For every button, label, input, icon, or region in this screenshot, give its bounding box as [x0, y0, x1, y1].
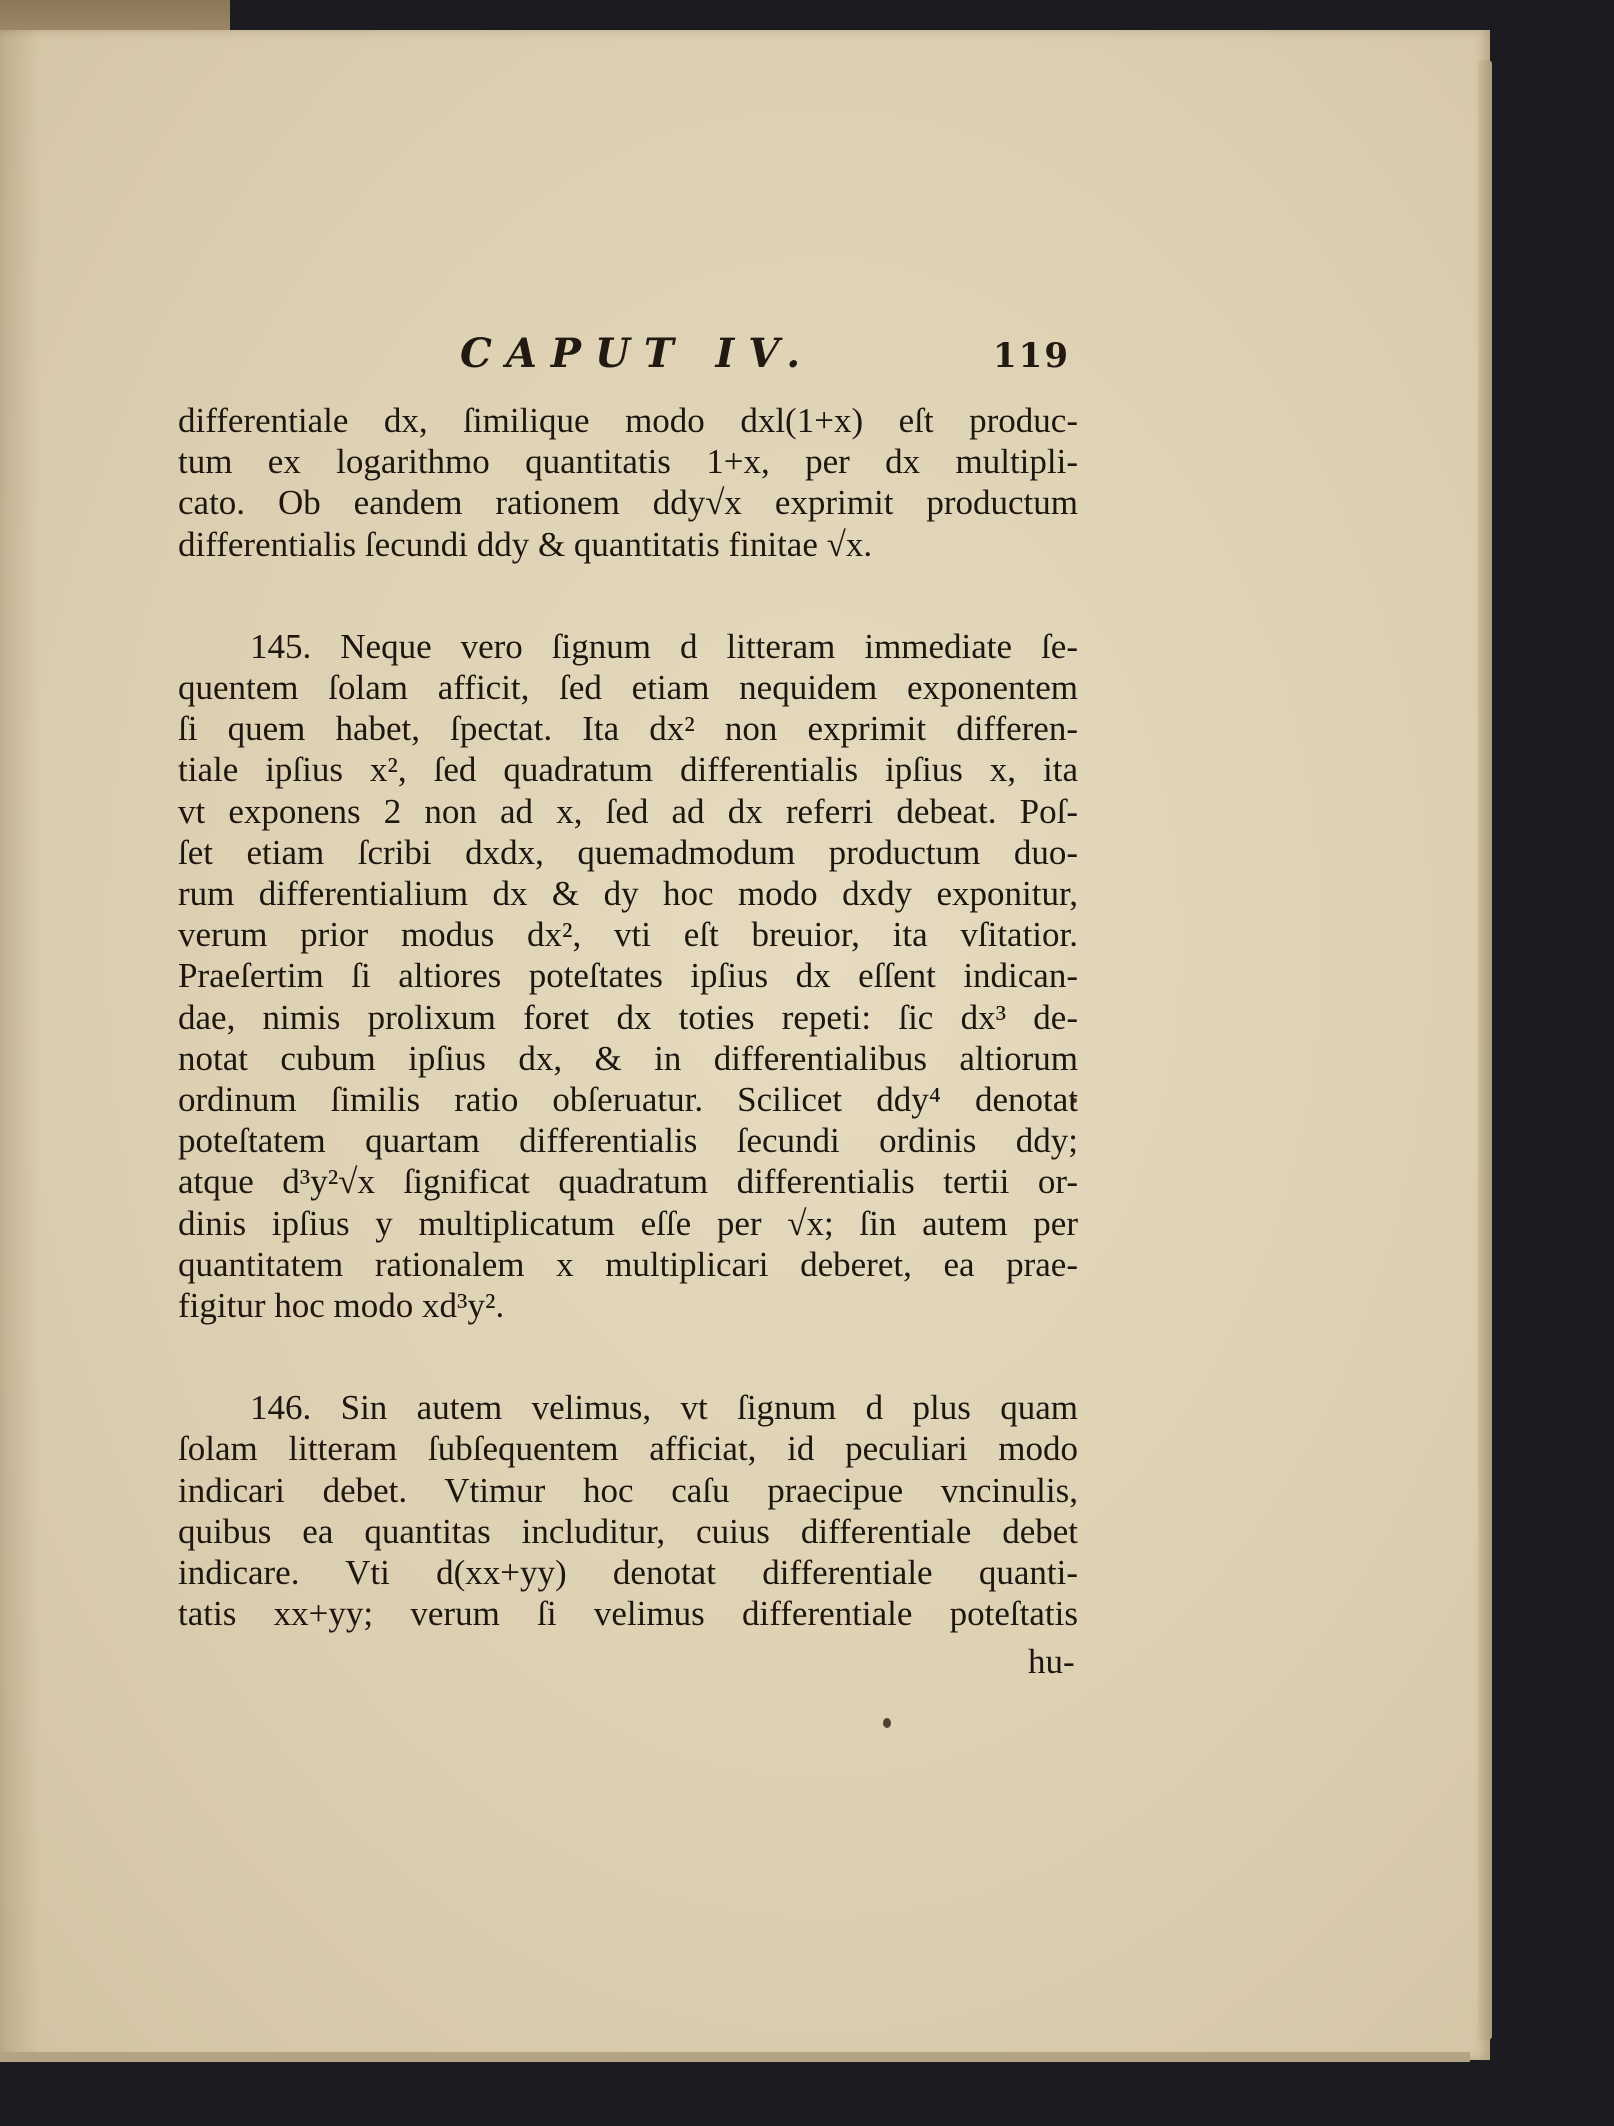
text-line: differentiale dx, ſimilique modo dxl(1+x) eſt produc-	[178, 401, 1078, 440]
body-text	[178, 400, 1078, 1634]
page-number: 119	[993, 336, 1070, 376]
text-line: dae, nimis prolixum foret dx toties repeti: ſic dx³ de-	[178, 997, 1078, 1037]
text-line: Praeſertim ſi altiores poteſtates ipſius dx eſſent indican-	[178, 956, 1078, 996]
text-line: 146. Sin autem velimus, vt ſignum d plus quam	[250, 1388, 1078, 1428]
text-line: quantitatem rationalem x multiplicari deberet, ea prae-	[178, 1244, 1078, 1284]
text-line: ſolam litteram ſubſequentem afficiat, id peculiari modo	[178, 1429, 1078, 1469]
text-line: quibus ea quantitas includitur, cuius differentiale debet	[178, 1511, 1078, 1551]
text-line: ſi quem habet, ſpectat. Ita dx² non exprimit differen-	[178, 709, 1078, 749]
text-line: tatis xx+yy; verum ſi velimus differentiale poteſtatis	[178, 1594, 1078, 1634]
text-line: quentem ſolam afficit, ſed etiam nequidem exponentem	[178, 668, 1078, 708]
text-line: ſet etiam ſcribi dxdx, quemadmodum productum duo-	[178, 832, 1078, 872]
text-line: ordinum ſimilis ratio obſeruatur. Scilicet ddy⁴ denotat	[178, 1080, 1078, 1120]
paragraph-145	[178, 626, 1078, 1326]
text-line: indicari debet. Vtimur hoc caſu praecipue vncinulis,	[178, 1470, 1078, 1510]
text-line: 145. Neque vero ſignum d litteram immediate ſe-	[250, 626, 1078, 666]
text-line: verum prior modus dx², vti eſt breuior, ita vſitatior.	[178, 915, 1078, 955]
text-line: indicare. Vti d(xx+yy) denotat differentiale quanti-	[178, 1553, 1078, 1593]
catchword: hu-	[1028, 1642, 1075, 1681]
page-header	[180, 330, 1080, 390]
text-line: vt exponens 2 non ad x, ſed ad dx referri debeat. Poſ-	[178, 791, 1078, 831]
text-line: dinis ipſius y multiplicatum eſſe per √x; ſin autem per	[178, 1203, 1078, 1243]
paragraph-continuation	[178, 400, 1078, 565]
text-line: rum differentialium dx & dy hoc modo dxdy exponitur,	[178, 874, 1078, 914]
text-line: figitur hoc modo xd³y².	[178, 1286, 505, 1326]
text-line: atque d³y²√x ſignificat quadratum differentialis tertii or-	[178, 1162, 1078, 1202]
text-line: tum ex logarithmo quantitatis 1+x, per dx multipli-	[178, 442, 1078, 482]
ink-fleck	[883, 1718, 891, 1728]
paragraph-146	[178, 1387, 1078, 1634]
text-line: notat cubum ipſius dx, & in differentialibus altiorum	[178, 1038, 1078, 1078]
page-edge-bottom	[0, 2052, 1470, 2062]
text-line: poteſtatem quartam differentialis ſecundi ordinis ddy;	[178, 1121, 1078, 1161]
text-line: differentialis ſecundi ddy & quantitatis finitae √x.	[178, 524, 873, 564]
running-head: CAPUT IV.	[460, 330, 815, 377]
text-line: tiale ipſius x², ſed quadratum differentialis ipſius x, ita	[178, 750, 1078, 790]
page-edge-right	[1478, 60, 1492, 2040]
text-line: cato. Ob eandem rationem ddy√x exprimit productum	[178, 483, 1078, 523]
